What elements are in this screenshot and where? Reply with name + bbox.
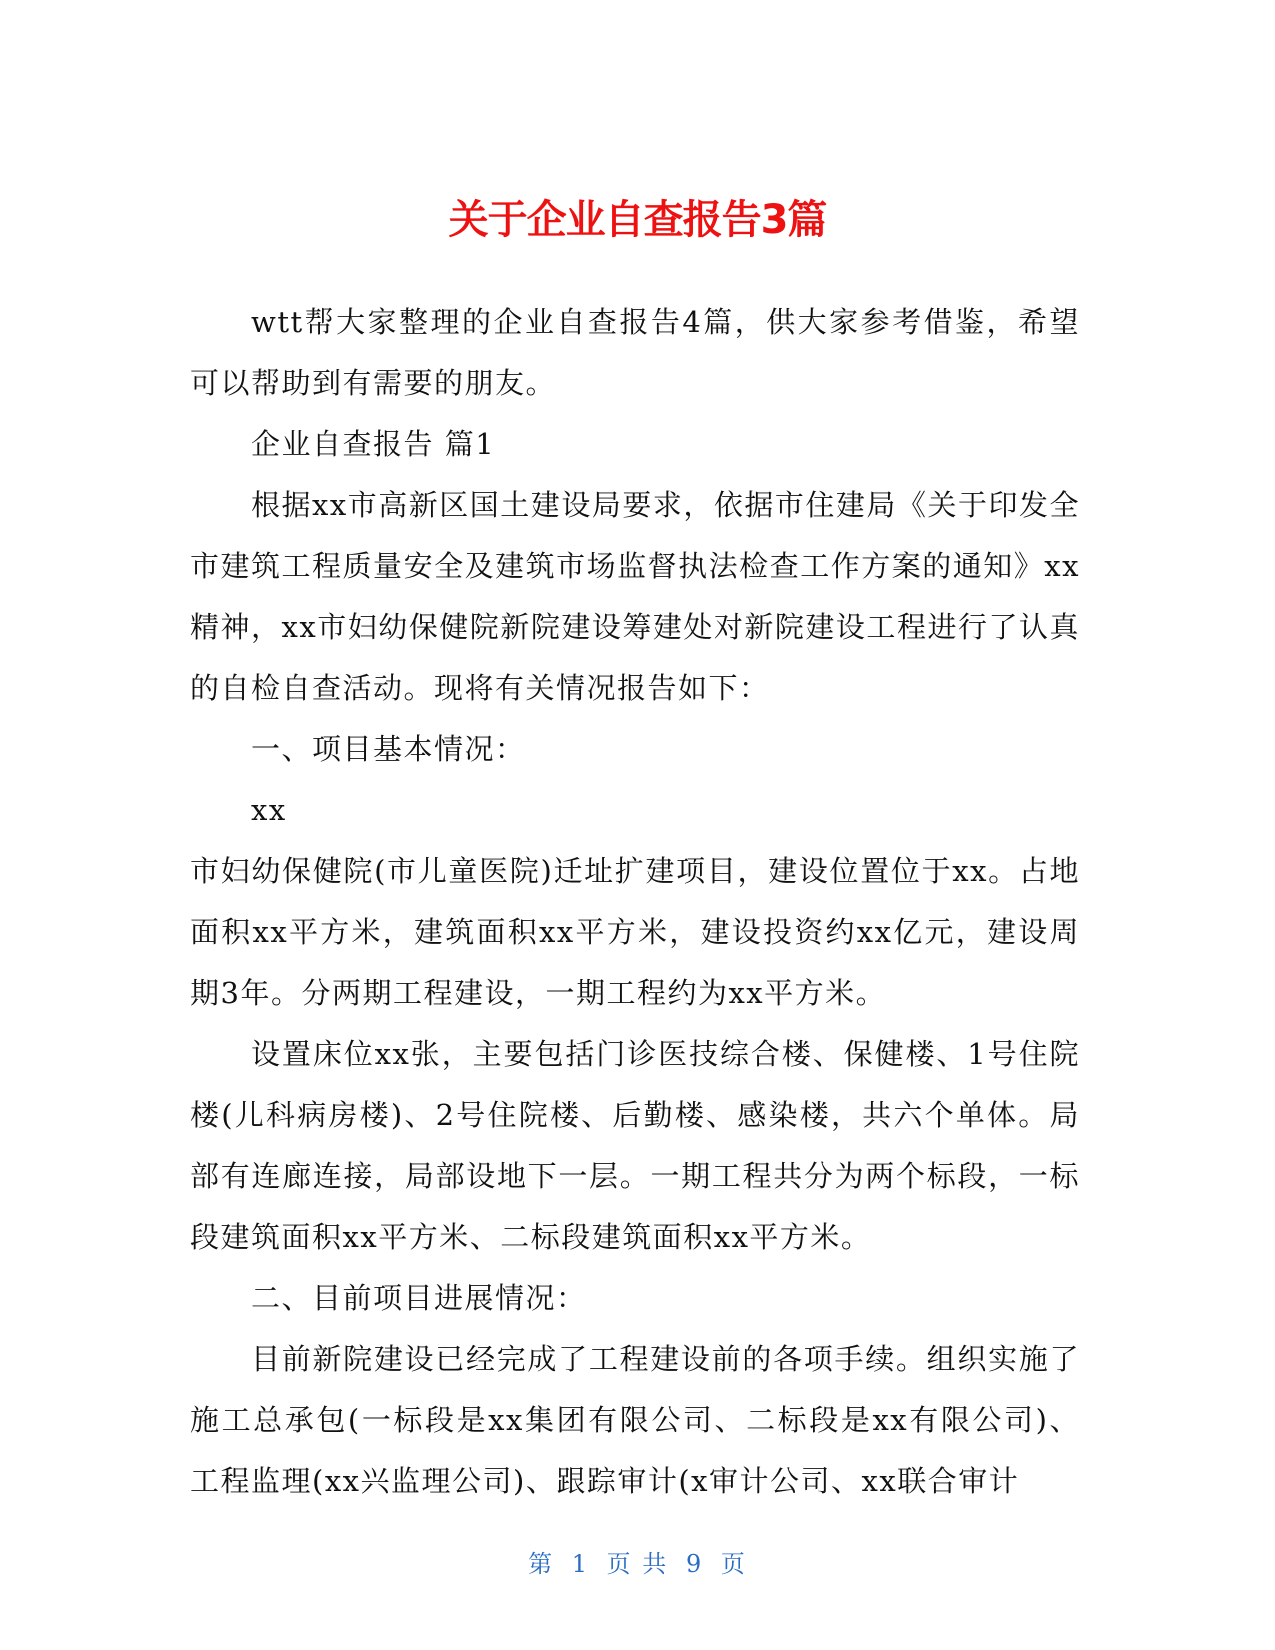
- heading-project-basics: 一、项目基本情况：: [251, 732, 526, 766]
- project-description-paragraph: 市妇幼保健院(市儿童医院)迁址扩建项目，建设位置位于xx。占地面积xx平方米，建筑面积xx平方米，建设投资约xx亿元，建设周期3年。分两期工程建设，一期工程约为xx平方米。: [190, 854, 1080, 1010]
- footer-suffix: 页: [720, 1550, 747, 1578]
- placeholder-line: xx: [251, 793, 287, 827]
- footer-prefix: 第: [528, 1550, 555, 1578]
- intro-paragraph: wtt帮大家整理的企业自查报告4篇，供大家参考借鉴，希望可以帮助到有需要的朋友。: [190, 305, 1080, 400]
- basis-paragraph: 根据xx市高新区国土建设局要求，依据市住建局《关于印发全市建筑工程质量安全及建筑市场监督执法检查工作方案的通知》xx精神，xx市妇幼保健院新院建设筹建处对新院建设工程进行了认真的自检自查活动。现将有关情况报告如下：: [190, 488, 1080, 705]
- beds-paragraph: 设置床位xx张，主要包括门诊医技综合楼、保健楼、1号住院楼(儿科病房楼)、2号住院楼、后勤楼、感染楼，共六个单体。局部有连廊连接，局部设地下一层。一期工程共分为两个标段，一标段建筑面积xx平方米、二标段建筑面积xx平方米。: [190, 1037, 1080, 1254]
- progress-paragraph: 目前新院建设已经完成了工程建设前的各项手续。组织实施了施工总承包(一标段是xx集团有限公司、二标段是xx有限公司)、工程监理(xx兴监理公司)、跟踪审计(x审计公司、xx联合审计: [190, 1342, 1080, 1498]
- footer-middle: 页 共: [606, 1550, 669, 1578]
- document-body: [190, 292, 1080, 1512]
- page-footer: [0, 1544, 1275, 1579]
- footer-total-pages: 9: [685, 1550, 704, 1578]
- document-title: 关于企业自查报告3篇: [448, 196, 827, 243]
- section-heading-part1: 企业自查报告 篇1: [251, 427, 496, 461]
- heading-progress: 二、目前项目进展情况：: [251, 1281, 587, 1315]
- footer-page-number: 1: [571, 1550, 590, 1578]
